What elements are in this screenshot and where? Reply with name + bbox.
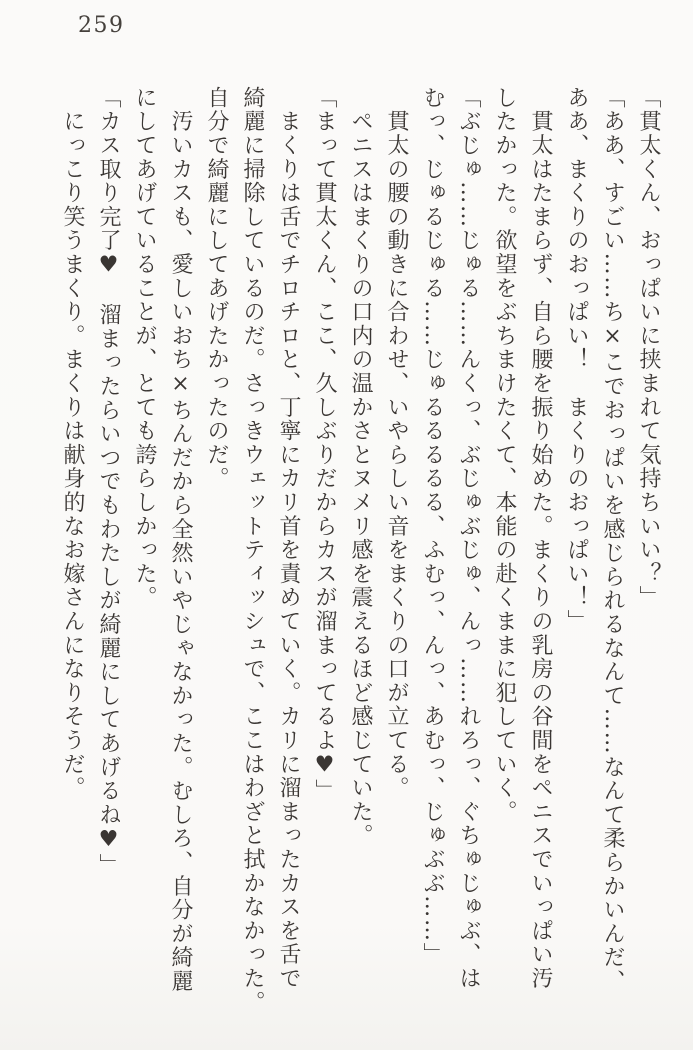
text-column-13: 自分で綺麗にしてあげたかったのだ。 bbox=[204, 86, 229, 491]
text-column-5: したかった。欲望をぶちまけたくて、本能の赴くままに犯していく。 bbox=[492, 86, 517, 824]
text-column-1: 「貫太くん、おっぱいに挟まれて気持ちいい？」 bbox=[636, 86, 661, 610]
novel-text-block bbox=[52, 86, 666, 1015]
text-column-15: にしてあげていることが、とても誇らしかった。 bbox=[132, 86, 157, 610]
text-column-9: ペニスはまくりの口内の温かさとヌメリ感を震えるほど感じていた。 bbox=[348, 86, 373, 848]
text-column-12: 綺麗に掃除しているのだ。さっきウェットティッシュで、ここはわざと拭かなかった。 bbox=[240, 86, 265, 1015]
text-column-8: 貫太の腰の動きに合わせ、いやらしい音をまくりの口が立てる。 bbox=[384, 86, 409, 800]
text-column-10: 「まって貫太くん、ここ、久しぶりだからカスが溜まってるよ♥」 bbox=[312, 86, 337, 803]
text-column-3: ああ、まくりのおっぱい！ まくりのおっぱい！」 bbox=[564, 86, 589, 634]
text-column-4: 貫太はたまらず、自ら腰を振り始めた。まくりの乳房の谷間をペニスでいっぱい汚 bbox=[528, 86, 553, 991]
text-column-14: 汚いカスも、愛しいおち×ちんだから全然いやじゃなかった。むしろ、自分が綺麗 bbox=[168, 86, 193, 994]
text-column-11: まくりは舌でチロチロと、丁寧にカリ首を責めていく。カリに溜まったカスを舌で bbox=[276, 86, 301, 991]
text-column-7: むっ、じゅるじゅる……じゅるるるるる、ふむっ、んっ、あむっ、じゅぶぶ……」 bbox=[420, 86, 445, 967]
text-column-2: 「ああ、すごい……ち×こでおっぱいを感じられるなんて……なんて柔らかいんだ、 bbox=[600, 86, 625, 994]
text-column-6: 「ぶじゅ……じゅる……んくっ、ぶじゅぶじゅ、んっ……れろっ、ぐちゅじゅぶ、は bbox=[456, 86, 481, 991]
text-column-16: 「カス取り完了♥ 溜まったらいつでもわたしが綺麗にしてあげるね♥」 bbox=[96, 86, 121, 878]
text-column-17: にっこり笑うまくり。まくりは献身的なお嫁さんになりそうだ。 bbox=[60, 86, 85, 800]
page-number: 259 bbox=[78, 13, 125, 38]
